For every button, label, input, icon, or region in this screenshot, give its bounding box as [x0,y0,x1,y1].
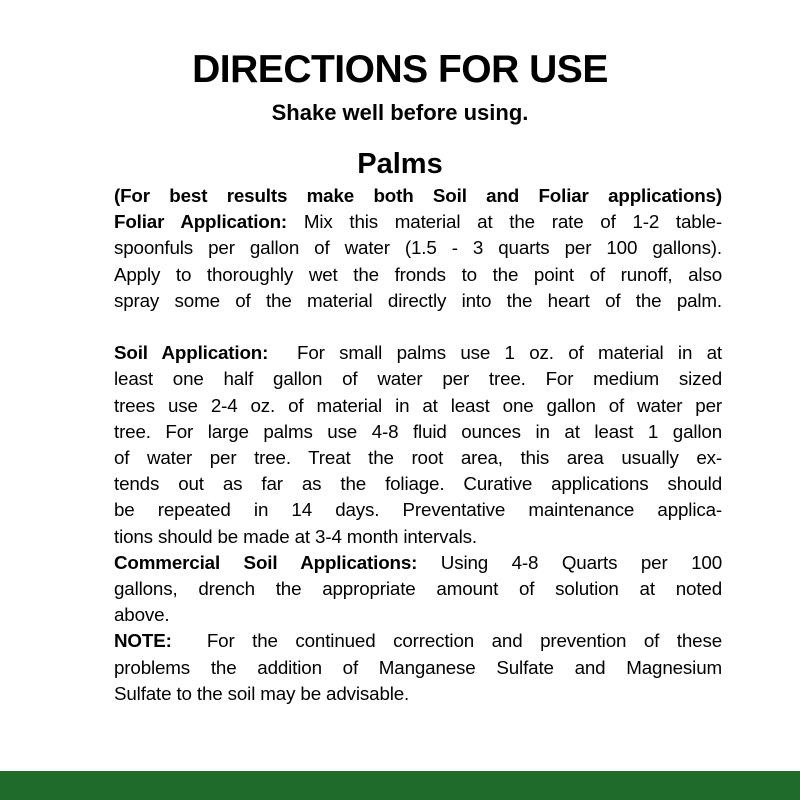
directions-body [114,183,722,707]
soil-line-6: tends out as far as the foliage. Curative applications should [114,473,722,495]
soil-line-7: be repeated in 14 days. Preventative maintenance applica- [114,499,722,521]
note-line-2: problems the addition of Manganese Sulfate and Magnesium [114,656,722,678]
commercial-text-1: Using 4-8 Quarts per 100 [440,551,722,573]
soil-line-4: tree. For large palms use 4-8 fluid ounces in at least 1 gallon [114,420,722,442]
commercial-line-2: gallons, drench the appropriate amount of solution at noted [114,578,722,600]
soil-line-2: least one half gallon of water per tree. For medium sized [114,368,722,390]
foliar-line-2: spoonfuls per gallon of water (1.5 - 3 quarts per 100 gallons). [114,237,722,259]
note-line-3: Sulfate to the soil may be advisable. [114,682,410,704]
foliar-text-1: Mix this material at the rate of 1-2 table- [303,211,723,233]
soil-line-5: of water per tree. Treat the root area, this area usually ex- [114,447,722,469]
foliar-label: Foliar Application: [114,211,288,233]
foliar-line-1 [114,209,722,235]
soil-label: Soil Application: [114,342,269,364]
commercial-line-1 [114,550,722,576]
green-footer-bar [0,771,800,800]
shake-instruction: Shake well before using. [271,100,529,125]
best-results-note: (For best results make both Soil and Foliar applications) [114,185,722,206]
page-title: DIRECTIONS FOR USE [192,48,608,91]
soil-text-1: For small palms use 1 oz. of material in at [297,342,722,364]
soil-line-3: trees use 2-4 oz. of material in at least one gallon of water per [114,394,722,416]
foliar-line-4: spray some of the material directly into the heart of the palm. [114,289,722,311]
foliar-line-3: Apply to thoroughly wet the fronds to the point of runoff, also [114,263,722,285]
soil-line-1 [114,340,722,366]
note-label: NOTE: [114,630,172,652]
note-line-1 [114,628,722,654]
note-text-1: For the continued correction and prevention of these [206,630,723,652]
soil-line-8: tions should be made at 3-4 month intervals. [114,525,477,547]
paragraph-spacer [114,314,722,340]
commercial-label: Commercial Soil Applications: [114,551,418,573]
commercial-line-3: above. [114,604,170,626]
section-heading-palms: Palms [357,148,443,180]
